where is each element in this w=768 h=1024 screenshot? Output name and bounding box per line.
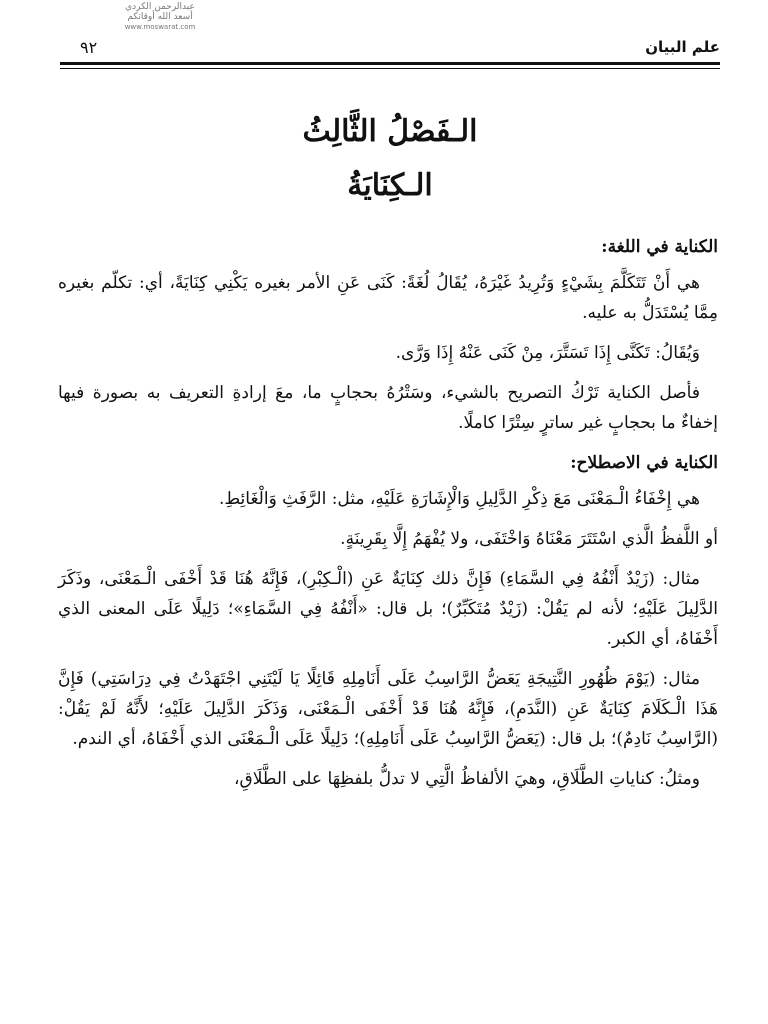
watermark-line1: عبدالرحمن الكردي: [125, 2, 195, 12]
chapter-heading: [60, 112, 720, 206]
chapter-subtitle: الـكِنَايَةُ: [347, 168, 433, 203]
paragraph: هي أَنْ تَتَكَلَّمَ بِشَيْءٍ وَتُرِيدُ غَيْرَهُ، يُقَالُ لُغَةً: كَنَى عَنِ الأمر بغيره يَكْنِي كِنَايَةً، أي: تكلّم بغيره مِمَّا يُسْتَدَلُّ به عليه.: [58, 273, 718, 323]
example-paragraph: ومثلُ: كناياتِ الطَّلَاقِ، وهيَ الألفاظُ الَّتِي لا تدلُّ بلفظِهَا على الطَّلَاقِ،: [234, 769, 700, 789]
chapter-title: الـفَصْلُ الثَّالِثُ: [302, 114, 478, 149]
example-paragraph: مثال: (زَيْدٌ أَنْفُهُ فِي السَّمَاءِ) فَإِنَّ ذلك كِنَايَةٌ عَنِ (الْـكِبْرِ)، فَإِنَّهُ هُنَا قَدْ أَخْفَى الْـمَعْنَى، وذَكَرَ الدَّلِيلَ عَلَيْهِ؛ لأنه لم يَقُلْ: (زَيْدٌ مُتَكَبِّرٌ)؛ بل قال: «أَنْفُهُ فِي السَّمَاءِ»؛ دَلِيلًا عَلَى المعنى الذي أَخْفَاهُ، أي الكبر.: [58, 569, 718, 649]
section-heading-language: الكناية في اللغة:: [601, 237, 718, 257]
header-rule-thin: [60, 68, 720, 69]
section-heading-terminology: الكناية في الاصطلاح:: [570, 453, 718, 473]
paragraph: هي إِخْفَاءُ الْـمَعْنَى مَعَ ذِكْرِ الدَّلِيلِ وَالْإِشَارَةِ عَلَيْهِ، مثل: الرَّفَثِ وَالْغَائِطِ.: [219, 489, 700, 509]
watermark-stamp: [80, 2, 240, 36]
watermark-site: www.moswarat.com: [124, 23, 196, 31]
paragraph: أو اللَّفظُ الَّذي اسْتَتَرَ مَعْنَاهُ وَاخْتَفَى، ولا يُفْهَمُ إِلَّا بِقَرِينَةٍ.: [340, 529, 718, 549]
running-title: علم البيان: [645, 38, 720, 56]
page-header: [60, 0, 720, 80]
page-number: ٩٢: [80, 38, 98, 57]
header-rule-thick: [60, 62, 720, 65]
body-text: [58, 232, 718, 804]
paragraph: وَيُقَالُ: تَكَنَّى إِذَا تَسَتَّرَ، مِنْ كَنَى عَنْهُ إِذَا وَرَّى.: [395, 343, 700, 363]
example-paragraph: مثال: (يَوْمَ ظُهُورِ النَّتِيجَةِ يَعَضُّ الرَّاسِبُ عَلَى أَنَامِلِهِ قَائِلًا يَا لَيْتَنِي اجْتَهَدْتُ فِي دِرَاسَتِي) فَإِنَّ هَذَا الْـكَلَامَ كِنَايَةٌ عَنِ (النَّدَمِ)، فَإِنَّهُ هُنَا قَدْ أَخْفَى الْـمَعْنَى، وَذَكَرَ الدَّلِيلَ عَلَيْهِ؛ لأَنَّهُ لَمْ يَقُلْ: (الرَّاسِبُ نَادِمٌ)؛ بل قال: (يَعَضُّ الرَّاسِبُ عَلَى أَنَامِلِهِ)؛ دَلِيلًا عَلَى الْـمَعْنَى الذي أَخْفَاهُ، أي الندم.: [58, 669, 718, 749]
paragraph: فأصل الكناية تَرْكُ التصريح بالشيء، وسَتْرُهُ بحجابٍ ما، معَ إرادةِ التعريف به بصورة فيها إخفاءٌ ما بحجابٍ غير ساترٍ سِتْرًا كاملًا.: [58, 383, 718, 433]
watermark-line2: أسعد الله أوقاتكم: [127, 12, 193, 22]
